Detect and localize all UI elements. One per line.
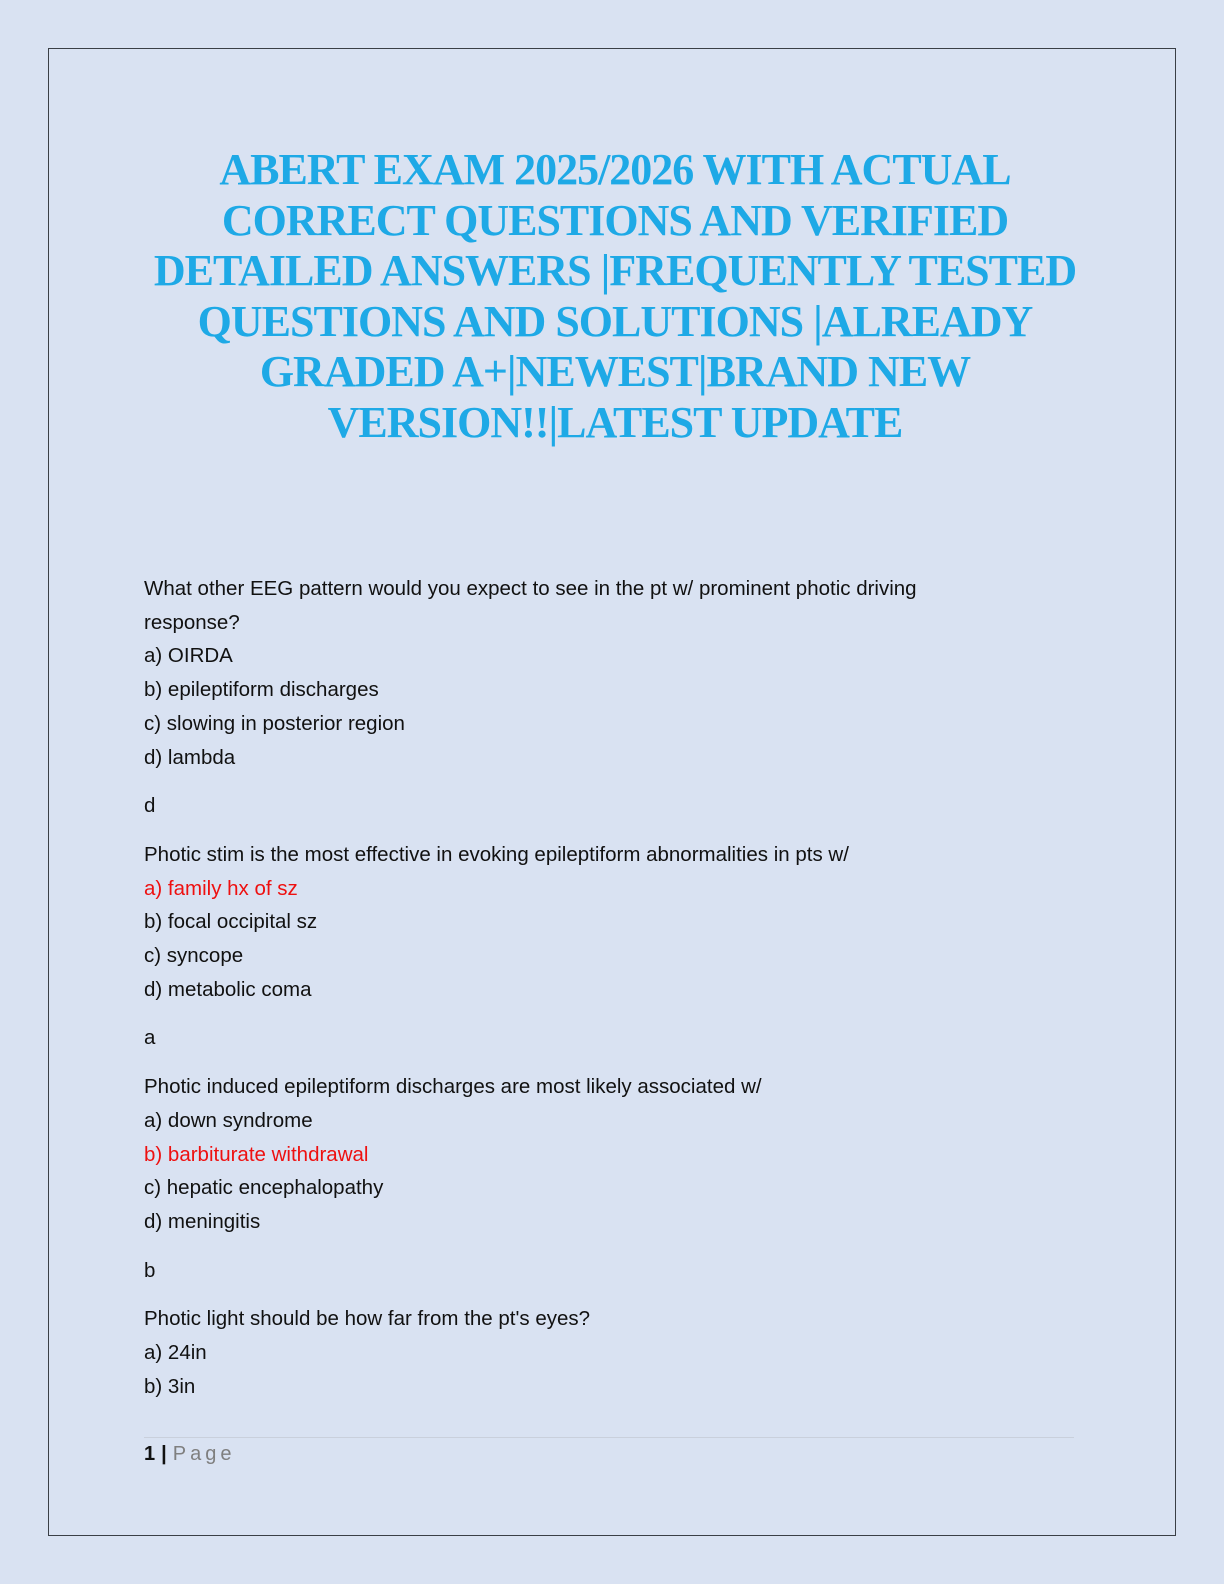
page-label: Page: [172, 1443, 236, 1465]
answer: a: [144, 1026, 156, 1050]
option-b: b) 3in: [144, 1374, 196, 1398]
option-a: a) down syndrome: [144, 1108, 313, 1132]
option-d: d) metabolic coma: [144, 977, 312, 1001]
question-4: [144, 1302, 1084, 1403]
question-stem: Photic stim is the most effective in evoking epileptiform abnormalities in pts w/: [144, 842, 849, 866]
question-3: [144, 1070, 1084, 1287]
option-c: c) hepatic encephalopathy: [144, 1176, 384, 1200]
document-body: [144, 572, 1084, 1403]
option-a: a) 24in: [144, 1341, 207, 1365]
option-d: d) lambda: [144, 745, 236, 769]
footer-separator: |: [161, 1443, 167, 1465]
page-number: 1: [144, 1443, 156, 1465]
question-1: [144, 572, 1084, 823]
option-c: c) slowing in posterior region: [144, 711, 405, 735]
document-title: ABERT EXAM 2025/2026 WITH ACTUAL CORRECT QUESTIONS AND VERIFIED DETAILED ANSWERS |FREQUENTLY TESTED QUESTIONS AND SOLUTIONS |ALREADY GRADED A+|NEWEST|BRAND NEW VERSION!!|LATEST UPDATE: [153, 145, 1077, 447]
option-b: b) focal occipital sz: [144, 910, 318, 934]
option-b-highlighted: b) barbiturate withdrawal: [144, 1142, 369, 1166]
option-b: b) epileptiform discharges: [144, 678, 379, 702]
question-stem: Photic light should be how far from the pt's eyes?: [144, 1307, 591, 1331]
question-stem-continued: response?: [144, 610, 240, 634]
question-stem: Photic induced epileptiform discharges are most likely associated w/: [144, 1075, 762, 1099]
option-d: d) meningitis: [144, 1209, 261, 1233]
answer: d: [144, 794, 156, 818]
option-c: c) syncope: [144, 944, 244, 968]
footer-divider: [144, 1437, 1074, 1438]
question-2: [144, 838, 1084, 1055]
option-a: a) OIRDA: [144, 644, 233, 668]
option-a-highlighted: a) family hx of sz: [144, 876, 298, 900]
question-stem: What other EEG pattern would you expect to see in the pt w/ prominent photic driving: [144, 577, 917, 600]
page-footer: [144, 1440, 235, 1468]
answer: b: [144, 1258, 156, 1282]
